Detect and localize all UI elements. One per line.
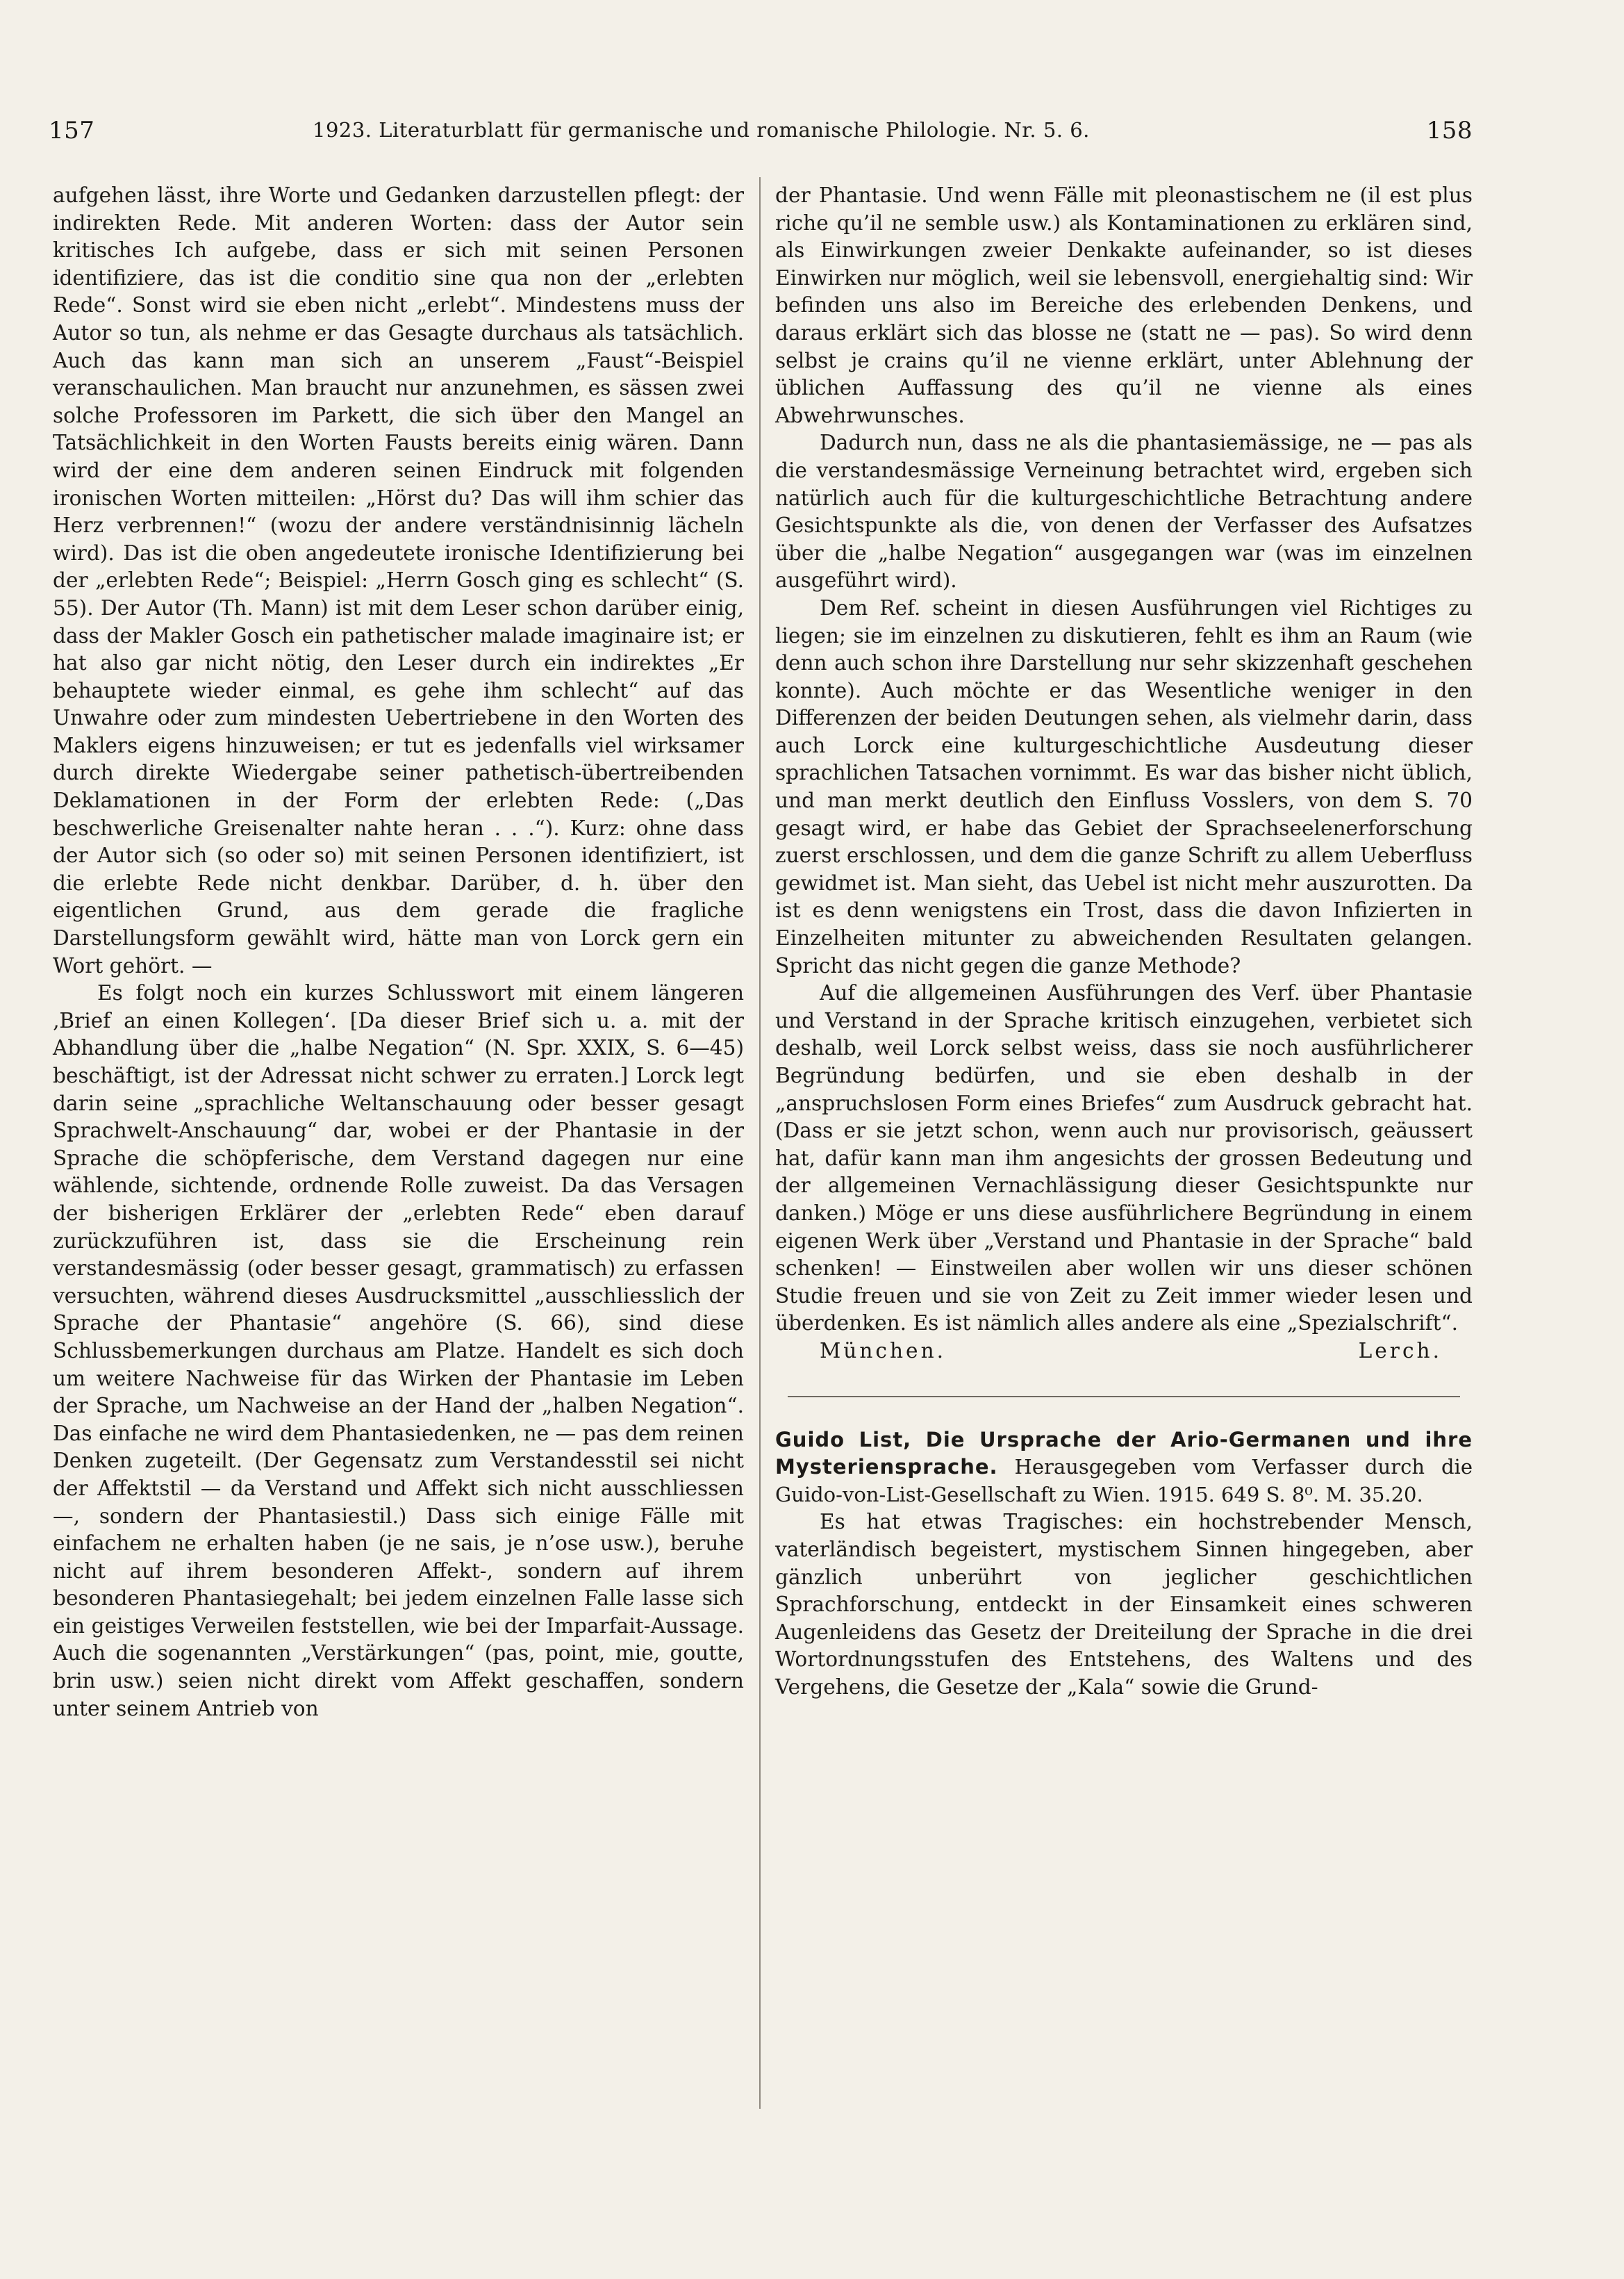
section-separator [788,1396,1460,1397]
signature-name: Lerch. [1358,1338,1442,1363]
paragraph: aufgehen lässt, ihre Worte und Gedanken darzustellen pflegt: der indirekten Rede. Mit anderen Worten: dass der Autor sein kritisches Ich aufgebe, dass er sich mit seinen Personen identifiziere, das ist die conditio sine qua non der „erlebten Rede“. Sonst wird sie eben nicht „erlebt“. Mindestens muss der Autor so tun, als nehme er das Gesagte durchaus als tatsächlich. Auch das kann man sich an unserem „Faust“-Beispiel veranschaulichen. Man braucht nur anzunehmen, es sässen zwei solche Professoren im Parkett, die sich über den Mangel an Tatsächlichkeit in den Worten Fausts bereits einig wären. Dann wird der eine dem anderen seinen Eindruck mit folgenden ironischen Worten mitteilen: „Hörst du? Das will ihm schier das Herz verbrennen!“ (wozu der andere verständnisinnig lächeln wird). Das ist die oben angedeutete ironische Identifizierung bei der „erlebten Rede“; Beispiel: „Herrn Gosch ging es schlecht“ (S. 55). Der Autor (Th. Mann) ist mit dem Leser schon darüber einig, dass der Makler Gosch ein pathetischer malade imaginaire ist; er hat also gar nicht nötig, den Leser durch ein indirektes „Er behauptete wieder einmal, es gehe ihm schlecht“ auf das Unwahre oder zum mindesten Uebertriebene in den Worten des Maklers eigens hinzuweisen; er tut es jedenfalls viel wirksamer durch direkte Wiedergabe seiner pathetisch-übertreibenden Deklamationen in der Form der erlebten Rede: („Das beschwerliche Greisenalter nahte heran . . .“). Kurz: ohne dass der Autor sich (so oder so) mit seinen Personen identifiziert, ist die erlebte Rede nicht denkbar. Darüber, d. h. über den eigentlichen Grund, aus dem gerade die fragliche Darstellungsform gewählt wird, hätte man von Lorck gern ein Wort gehört. — [53,183,744,978]
paragraph: Auf die allgemeinen Ausführungen des Verf. über Phantasie und Verstand in der Sprache kritisch einzugehen, verbietet sich deshalb, weil Lorck selbst weiss, dass sie noch ausführlicherer Begründung bedürfen, und sie eben deshalb in der „anspruchslosen Form eines Briefes“ zum Ausdruck gebracht hat. (Dass er sie jetzt schon, wenn auch nur provisorisch, geäussert hat, dafür kann man ihm angesichts der grossen Bedeutung und der allgemeinen Vernachlässigung dieser Gesichtspunkte nur danken.) Möge er uns diese ausführlichere Begründung in einem eigenen Werk über „Verstand und Phantasie in der Sprache“ bald schenken! — Einstweilen aber wollen wir uns dieser schönen Studie freuen und sie von Zeit zu Zeit immer wieder lesen und überdenken. Es ist nämlich alles andere als eine „Spezialschrift“. [775,981,1473,1335]
right-column [775,182,1473,1701]
running-header [49,117,1473,153]
review-meta: Herausgegeben vom Verfasser durch die Guido-von-List-Gesellschaft zu Wien. 1915. 649 S. 8⁰. M. 35.20. [775,1455,1473,1506]
paragraph: Dadurch nun, dass ne als die phantasiemässige, ne — pas als die verstandesmässige Verneinung betrachtet wird, ergeben sich natürlich auch für die kulturgeschichtliche Betrachtung andere Gesichtspunkte als die, von denen der Verfasser des Aufsatzes über die „halbe Negation“ ausgegangen war (was im einzelnen ausgeführt wird). [775,431,1473,593]
paragraph: Es folgt noch ein kurzes Schlusswort mit einem längeren ‚Brief an einen Kollegen‘. [Da dieser Brief sich u. a. mit der Abhandlung über die „halbe Negation“ (N. Spr. XXIX, S. 6—45) beschäftigt, ist der Adressat nicht schwer zu erraten.] Lorck legt darin seine „sprachliche Weltanschauung oder besser gesagt Sprachwelt-Anschauung“ dar, wobei er der Phantasie in der Sprache die schöpferische, dem Verstand dagegen nur eine wählende, sichtende, ordnende Rolle zuweist. Da das Versagen der bisherigen Erklärer der „erlebten Rede“ eben darauf zurückzuführen ist, dass sie die Erscheinung rein verstandesmässig (oder besser gesagt, grammatisch) zu erfassen versuchten, während dieses Ausdrucksmittel „ausschliesslich der Sprache der Phantasie“ angehöre (S. 66), sind diese Schlussbemerkungen durchaus am Platze. Handelt es sich doch um weitere Nachweise für das Wirken der Phantasie im Leben der Sprache, um Nachweise an der Hand der „halben Negation“. Das einfache ne wird dem Phantasiedenken, ne — pas dem reinen Denken zugeteilt. (Der Gegensatz zum Verstandesstil sei nicht der Affektstil — da Verstand und Affekt sich nicht ausschliessen —, sondern der Phantasiestil.) Dass sich einige Fälle mit einfachem ne erhalten haben (je ne sais, je n’ose usw.), beruhe nicht auf ihrem besonderen Affekt-, sondern auf ihrem besonderen Phantasiegehalt; bei jedem einzelnen Falle lasse sich ein geistiges Verweilen feststellen, wie bei der Imparfait-Aussage. Auch die sogenannten „Verstärkungen“ (pas, point, mie, goutte, brin usw.) seien nicht direkt vom Affekt geschaffen, sondern unter seinem Antrieb von [53,981,744,1720]
page-number-left: 157 [49,117,95,145]
signature-place: München. [820,1338,947,1363]
page-number-right: 158 [1426,117,1473,145]
column-divider [759,177,761,2109]
signature-line [775,1338,1473,1365]
review-author-title: Guido List, Die Ursprache der Ario-Germanen und ihre Mysteriensprache. [775,1427,1473,1479]
paragraph: Dem Ref. scheint in diesen Ausführungen viel Richtiges zu liegen; sie im einzelnen zu diskutieren, fehlt es ihm an Raum (wie denn auch schon ihre Darstellung nur sehr skizzenhaft geschehen konnte). Auch möchte er das Wesentliche weniger in den Differenzen der beiden Deutungen sehen, als vielmehr darin, dass auch Lorck eine kulturgeschichtliche Ausdeutung dieser sprachlichen Tatsachen vornimmt. Es war das bisher nicht üblich, und man merkt deutlich den Einfluss Vosslers, von dem S. 70 gesagt wird, er habe das Gebiet der Sprachseelenerforschung zuerst erschlossen, und dem die ganze Schrift zu allem Ueberfluss gewidmet ist. Man sieht, das Uebel ist nicht mehr auszurotten. Da ist es denn wenigstens ein Trost, dass die davon Infizierten in Einzelheiten mitunter zu abweichenden Resultaten gelangen. Spricht das nicht gegen die ganze Methode? [775,595,1473,978]
paragraph: der Phantasie. Und wenn Fälle mit pleonastischem ne (il est plus riche qu’il ne semble usw.) als Kontaminationen zu erklären sind, als Einwirkungen zweier Denkakte aufeinander, so ist dieses Einwirken nur möglich, weil sie lebensvoll, energiehaltig sind: Wir befinden uns also im Bereiche des erlebenden Denkens, und daraus erklärt sich das blosse ne (statt ne — pas). So wird denn selbst je crains qu’il ne vienne erklärt, unter Ablehnung der üblichen Auffassung des qu’il ne vienne als eines Abwehrwunsches. [775,183,1473,427]
paragraph: Es hat etwas Tragisches: ein hochstrebender Mensch, vaterländisch begeistert, mystischem Sinnen hingegeben, aber gänzlich unberührt von jeglicher geschichtlichen Sprachforschung, entdeckt in der Einsamkeit eines schweren Augenleidens das Gesetz der Dreiteilung der Sprache in die drei Wortordnungsstufen des Entstehens, des Waltens und des Vergehens, die Gesetze der „Kala“ sowie die Grund- [775,1510,1473,1699]
review-heading [775,1426,1473,1509]
running-title: 1923. Literaturblatt für germanische und romanische Philologie. Nr. 5. 6. [313,118,1090,142]
left-column [53,182,744,1722]
